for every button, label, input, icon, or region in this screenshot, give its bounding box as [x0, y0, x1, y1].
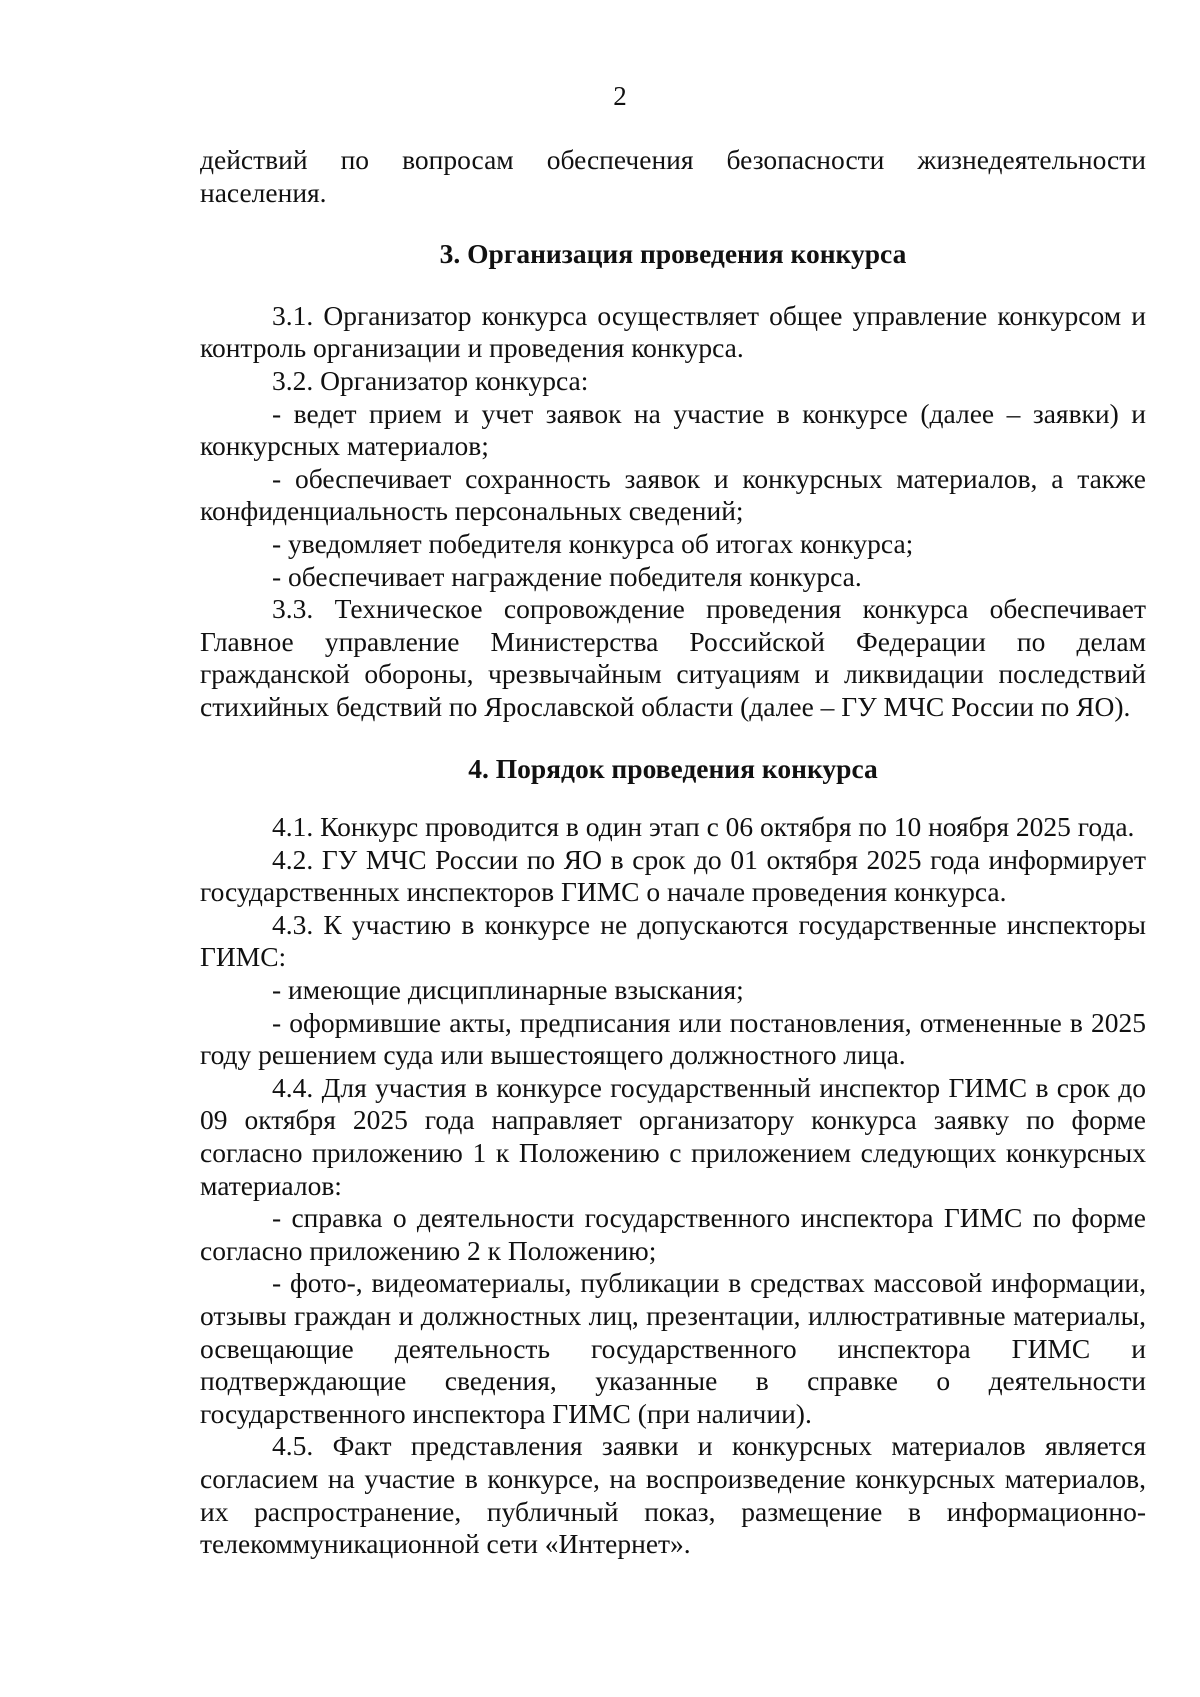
paragraph-4-4: 4.4. Для участия в конкурсе государственный инспектор ГИМС в срок до 09 октября 2025 года направляет организатору конкурса заявку по форме согласно приложению 1 к Положению с приложением следующих конкурсных материалов:: [200, 1071, 1146, 1201]
list-item-3-2-c: - уведомляет победителя конкурса об итогах конкурса;: [272, 527, 914, 559]
document-body: [200, 144, 1146, 1561]
list-item-3-2-d: - обеспечивает награждение победителя конкурса.: [272, 560, 862, 592]
paragraph-3-3: 3.3. Техническое сопровождение проведения конкурса обеспечивает Главное управление Министерства Российской Федерации по делам гражданской обороны, чрезвычайным ситуациям и ликвидации последствий стихийных бедствий по Ярославской области (далее – ГУ МЧС России по ЯО).: [200, 593, 1146, 722]
paragraph-4-3: 4.3. К участию в конкурсе не допускаются государственные инспекторы ГИМС:: [200, 908, 1146, 973]
page-number: 2: [613, 81, 627, 111]
intro-paragraph: действий по вопросам обеспечения безопасности жизнедеятельности населения.: [200, 144, 1146, 208]
list-item-4-4-a: - справка о деятельности государственного инспектора ГИМС по форме согласно приложению 2 к Положению;: [200, 1202, 1146, 1266]
section-3-heading: 3. Организация проведения конкурса: [439, 238, 907, 270]
paragraph-3-1: 3.1. Организатор конкурса осуществляет общее управление конкурсом и контроль организации и проведения конкурса.: [200, 299, 1146, 364]
list-item-3-2-b: - обеспечивает сохранность заявок и конкурсных материалов, а также конфиденциальность персональных сведений;: [200, 462, 1146, 527]
list-item-4-3-b: - оформившие акты, предписания или постановления, отмененные в 2025 году решением суда или вышестоящего должностного лица.: [200, 1006, 1146, 1071]
paragraph-3-2: 3.2. Организатор конкурса:: [272, 364, 589, 396]
section-4-heading: 4. Порядок проведения конкурса: [468, 752, 878, 784]
paragraph-4-2: 4.2. ГУ МЧС России по ЯО в срок до 01 октября 2025 года информирует государственных инспекторов ГИМС о начале проведения конкурса.: [200, 843, 1146, 908]
list-item-4-4-b: - фото-, видеоматериалы, публикации в средствах массовой информации, отзывы граждан и должностных лиц, презентации, иллюстративные материалы, освещающие деятельность государственного инспектора ГИМС и подтверждающие сведения, указанные в справке о деятельности государственного инспектора ГИМС (при наличии).: [200, 1267, 1146, 1429]
paragraph-4-1: 4.1. Конкурс проводится в один этап с 06 октября по 10 ноября 2025 года.: [272, 811, 1135, 843]
paragraph-4-5: 4.5. Факт представления заявки и конкурсных материалов является согласием на участие в конкурсе, на воспроизведение конкурсных материалов, их распространение, публичный показ, размещение в информационно-телекоммуникационной сети «Интернет».: [200, 1430, 1146, 1560]
list-item-4-3-a: - имеющие дисциплинарные взыскания;: [272, 974, 744, 1006]
list-item-3-2-a: - ведет прием и учет заявок на участие в конкурсе (далее – заявки) и конкурсных материалов;: [200, 397, 1146, 462]
